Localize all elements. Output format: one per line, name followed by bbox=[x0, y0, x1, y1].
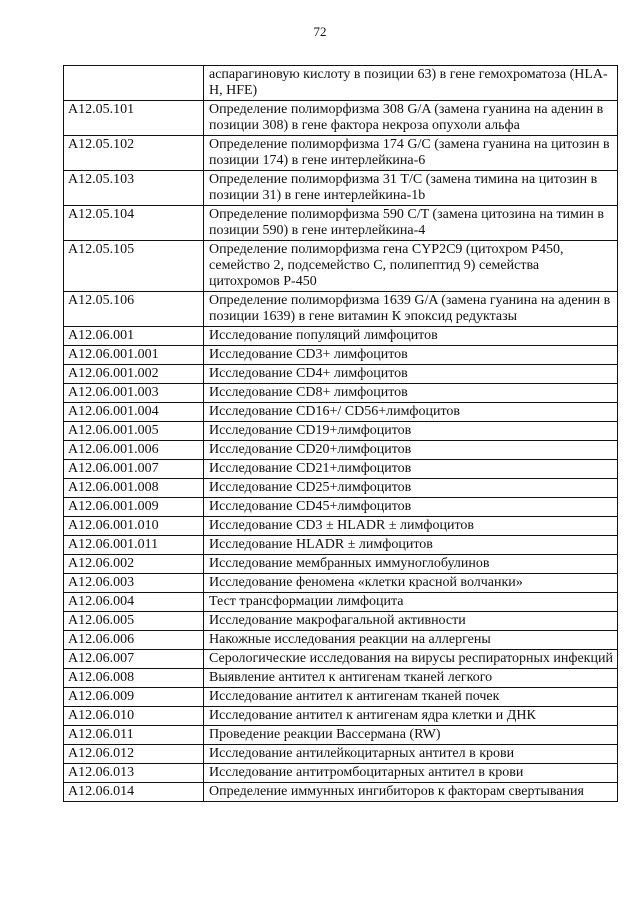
table-row bbox=[64, 66, 618, 101]
service-name-cell: Серологические исследования на вирусы респираторных инфекций bbox=[204, 650, 618, 669]
table-row bbox=[64, 206, 618, 241]
service-code-cell: A12.06.004 bbox=[64, 593, 204, 612]
service-name-cell: Определение полиморфизма 308 G/A (замена гуанина на аденин в позиции 308) в гене фактора некроза опухоли альфа bbox=[204, 101, 618, 136]
service-name-cell: Исследование антилейкоцитарных антител в крови bbox=[204, 745, 618, 764]
table-row bbox=[64, 460, 618, 479]
service-code-cell: A12.06.001.002 bbox=[64, 365, 204, 384]
table-row bbox=[64, 241, 618, 292]
service-code-cell: A12.06.011 bbox=[64, 726, 204, 745]
service-code-cell: A12.05.104 bbox=[64, 206, 204, 241]
table-row bbox=[64, 726, 618, 745]
service-name-cell: Исследование антитромбоцитарных антител в крови bbox=[204, 764, 618, 783]
table-row bbox=[64, 479, 618, 498]
service-code-cell: A12.06.010 bbox=[64, 707, 204, 726]
table-row bbox=[64, 403, 618, 422]
table-row bbox=[64, 498, 618, 517]
service-code-cell: A12.06.001.007 bbox=[64, 460, 204, 479]
table-row bbox=[64, 612, 618, 631]
service-code-cell: A12.05.101 bbox=[64, 101, 204, 136]
service-name-cell: Исследование феномена «клетки красной волчанки» bbox=[204, 574, 618, 593]
table-row bbox=[64, 422, 618, 441]
table-row bbox=[64, 365, 618, 384]
service-name-cell: Определение полиморфизма 590 C/T (замена цитозина на тимин в позиции 590) в гене интерлейкина-4 bbox=[204, 206, 618, 241]
table-row bbox=[64, 101, 618, 136]
service-code-cell: A12.06.003 bbox=[64, 574, 204, 593]
service-name-cell: Исследование CD21+лимфоцитов bbox=[204, 460, 618, 479]
table-row bbox=[64, 745, 618, 764]
table-row bbox=[64, 669, 618, 688]
table-row bbox=[64, 555, 618, 574]
table-row bbox=[64, 707, 618, 726]
service-name-cell: Исследование макрофагальной активности bbox=[204, 612, 618, 631]
service-code-cell: A12.05.102 bbox=[64, 136, 204, 171]
table-row bbox=[64, 384, 618, 403]
service-code-cell: A12.06.001 bbox=[64, 327, 204, 346]
service-name-cell: Исследование CD16+/ CD56+лимфоцитов bbox=[204, 403, 618, 422]
services-table bbox=[63, 65, 618, 802]
table-row bbox=[64, 764, 618, 783]
table-row bbox=[64, 346, 618, 365]
service-name-cell: Исследование HLADR ± лимфоцитов bbox=[204, 536, 618, 555]
service-name-cell: аспарагиновую кислоту в позиции 63) в гене гемохроматоза (HLA-H, HFE) bbox=[204, 66, 618, 101]
table-row bbox=[64, 783, 618, 802]
service-name-cell: Проведение реакции Вассермана (RW) bbox=[204, 726, 618, 745]
service-code-cell: A12.06.013 bbox=[64, 764, 204, 783]
service-code-cell: A12.06.001.009 bbox=[64, 498, 204, 517]
table-row bbox=[64, 441, 618, 460]
service-code-cell: A12.06.001.006 bbox=[64, 441, 204, 460]
service-code-cell: A12.06.001.010 bbox=[64, 517, 204, 536]
table-row bbox=[64, 688, 618, 707]
table-row bbox=[64, 517, 618, 536]
service-name-cell: Исследование CD3+ лимфоцитов bbox=[204, 346, 618, 365]
service-name-cell: Определение полиморфизма гена CYP2C9 (цитохром P450, семейство 2, подсемейство C, полипептид 9) семейства цитохромов P-450 bbox=[204, 241, 618, 292]
table-row bbox=[64, 327, 618, 346]
table-row bbox=[64, 292, 618, 327]
service-name-cell: Исследование мембранных иммуноглобулинов bbox=[204, 555, 618, 574]
service-code-cell bbox=[64, 66, 204, 101]
service-name-cell: Исследование CD3 ± HLADR ± лимфоцитов bbox=[204, 517, 618, 536]
service-code-cell: A12.05.103 bbox=[64, 171, 204, 206]
service-code-cell: A12.06.001.008 bbox=[64, 479, 204, 498]
service-code-cell: A12.05.105 bbox=[64, 241, 204, 292]
service-name-cell: Исследование антител к антигенам ядра клетки и ДНК bbox=[204, 707, 618, 726]
table-row bbox=[64, 650, 618, 669]
service-code-cell: A12.06.007 bbox=[64, 650, 204, 669]
service-code-cell: A12.06.001.011 bbox=[64, 536, 204, 555]
service-code-cell: A12.06.009 bbox=[64, 688, 204, 707]
service-name-cell: Определение полиморфизма 1639 G/A (замена гуанина на аденин в позиции 1639) в гене витамин К эпоксид редуктазы bbox=[204, 292, 618, 327]
table-row bbox=[64, 593, 618, 612]
service-code-cell: A12.06.001.005 bbox=[64, 422, 204, 441]
service-code-cell: A12.06.006 bbox=[64, 631, 204, 650]
service-code-cell: A12.06.014 bbox=[64, 783, 204, 802]
services-table-body bbox=[64, 66, 618, 802]
service-code-cell: A12.06.001.001 bbox=[64, 346, 204, 365]
service-name-cell: Исследование CD8+ лимфоцитов bbox=[204, 384, 618, 403]
service-name-cell: Исследование CD45+лимфоцитов bbox=[204, 498, 618, 517]
service-code-cell: A12.05.106 bbox=[64, 292, 204, 327]
service-name-cell: Тест трансформации лимфоцита bbox=[204, 593, 618, 612]
page-number: 72 bbox=[313, 24, 327, 39]
service-code-cell: A12.06.008 bbox=[64, 669, 204, 688]
service-name-cell: Исследование CD25+лимфоцитов bbox=[204, 479, 618, 498]
service-name-cell: Исследование CD19+лимфоцитов bbox=[204, 422, 618, 441]
table-row bbox=[64, 136, 618, 171]
service-name-cell: Исследование популяций лимфоцитов bbox=[204, 327, 618, 346]
service-code-cell: A12.06.001.003 bbox=[64, 384, 204, 403]
service-name-cell: Определение полиморфизма 31 T/C (замена тимина на цитозин в позиции 31) в гене интерлейкина-1b bbox=[204, 171, 618, 206]
service-name-cell: Определение иммунных ингибиторов к факторам свертывания bbox=[204, 783, 618, 802]
service-code-cell: A12.06.005 bbox=[64, 612, 204, 631]
table-row bbox=[64, 631, 618, 650]
service-name-cell: Выявление антител к антигенам тканей легкого bbox=[204, 669, 618, 688]
service-name-cell: Исследование CD20+лимфоцитов bbox=[204, 441, 618, 460]
table-row bbox=[64, 536, 618, 555]
service-name-cell: Накожные исследования реакции на аллергены bbox=[204, 631, 618, 650]
table-row bbox=[64, 574, 618, 593]
service-name-cell: Определение полиморфизма 174 G/C (замена гуанина на цитозин в позиции 174) в гене интерлейкина-6 bbox=[204, 136, 618, 171]
service-code-cell: A12.06.001.004 bbox=[64, 403, 204, 422]
service-code-cell: A12.06.012 bbox=[64, 745, 204, 764]
service-name-cell: Исследование антител к антигенам тканей почек bbox=[204, 688, 618, 707]
service-name-cell: Исследование CD4+ лимфоцитов bbox=[204, 365, 618, 384]
table-row bbox=[64, 171, 618, 206]
service-code-cell: A12.06.002 bbox=[64, 555, 204, 574]
